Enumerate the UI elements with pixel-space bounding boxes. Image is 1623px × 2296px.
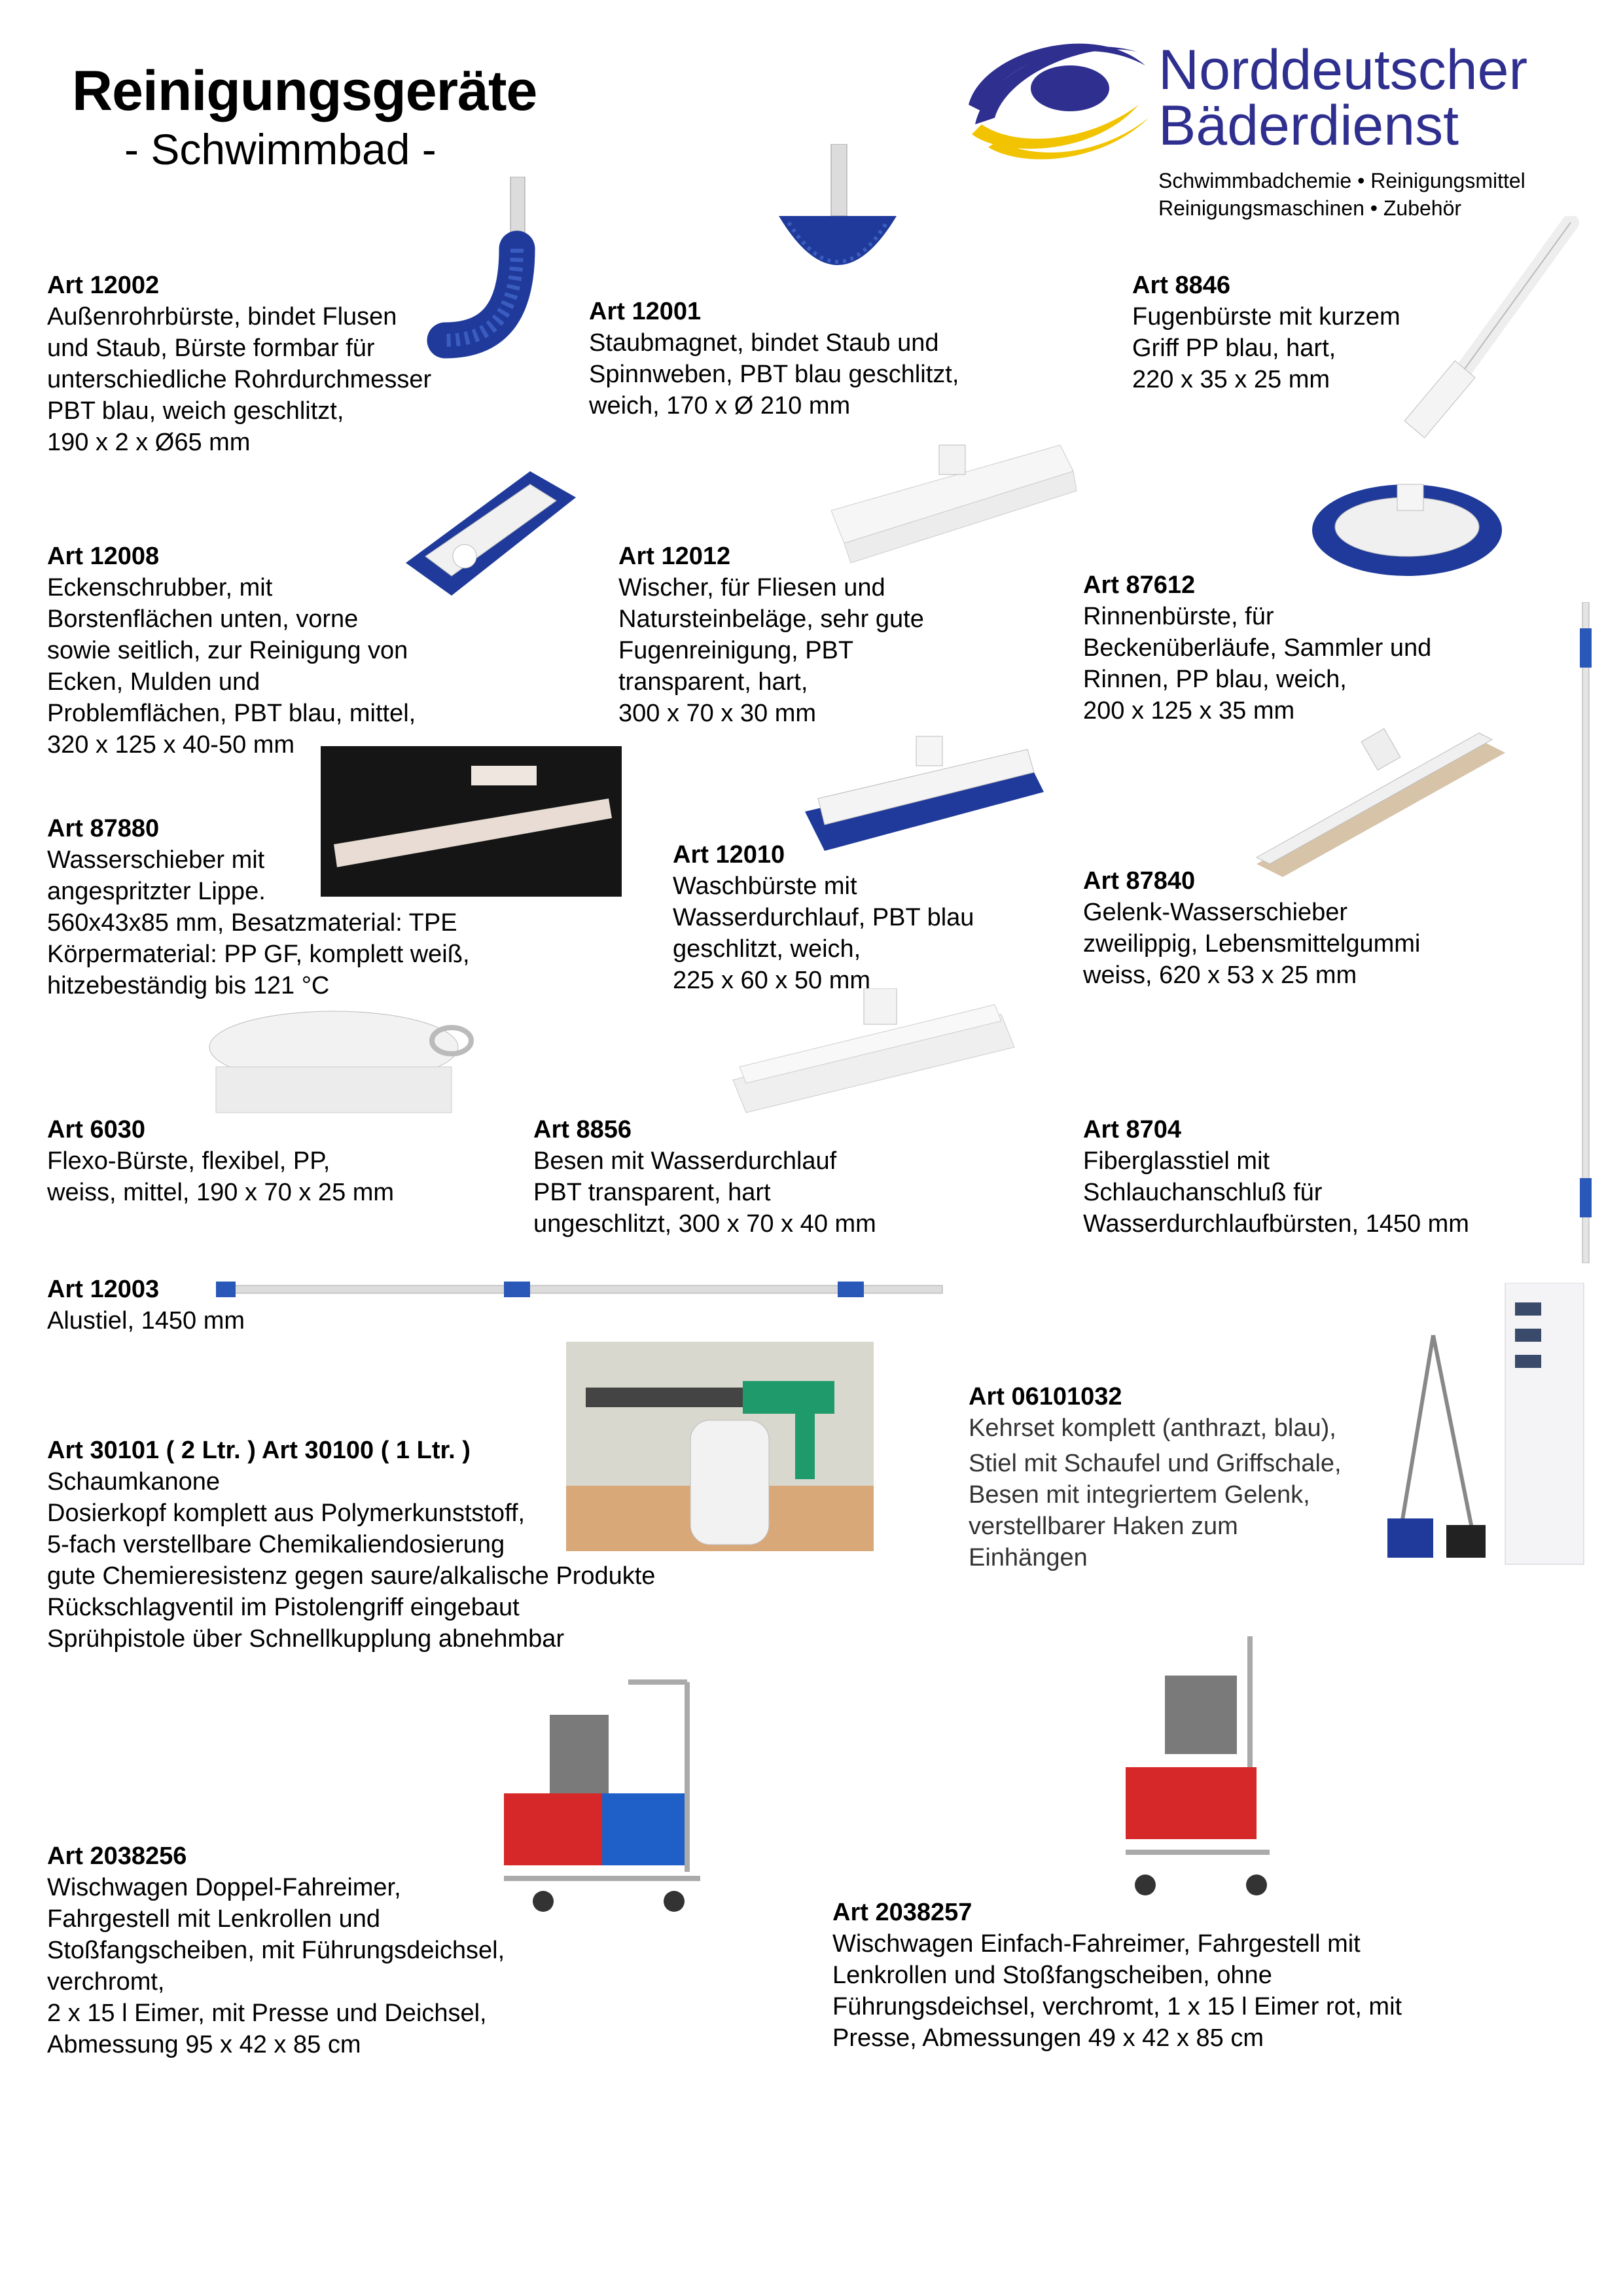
desc-line: Problemflächen, PBT blau, mittel,	[47, 700, 416, 727]
art-number: Art 12010	[673, 841, 785, 869]
aluminium-pole-image	[216, 1276, 949, 1302]
fiberglass-pole-image	[1571, 602, 1603, 1263]
desc-line: Fugenreinigung, PBT	[618, 637, 854, 664]
logo-line1: Norddeutscher	[1158, 39, 1528, 101]
product-87840	[1083, 865, 1420, 991]
desc-line: verstellbarer Haken zum	[969, 1513, 1238, 1540]
single-mop-trolley-image	[1113, 1623, 1296, 1918]
desc-line: Fugenbürste mit kurzem	[1132, 303, 1400, 331]
product-30101	[47, 1435, 655, 1655]
desc-line: Wischwagen Doppel-Fahreimer,	[47, 1874, 401, 1901]
desc-line: Abmessung 95 x 42 x 85 cm	[47, 2031, 361, 2058]
desc-line: Wasserdurchlaufbürsten, 1450 mm	[1083, 1210, 1469, 1238]
product-87612	[1083, 569, 1431, 726]
art-number: Art 8856	[533, 1116, 632, 1143]
desc-line: Waschbürste mit	[673, 872, 857, 900]
product-12010	[673, 839, 974, 996]
desc-line: ungeschlitzt, 300 x 70 x 40 mm	[533, 1210, 876, 1238]
art-number: Art 8846	[1132, 272, 1230, 299]
art-number: Art 06101032	[969, 1383, 1122, 1410]
desc-line: 200 x 125 x 35 mm	[1083, 697, 1295, 725]
art-number: Art 2038256	[47, 1842, 187, 1870]
dust-magnet-image	[772, 144, 903, 314]
art-number: Art 87612	[1083, 571, 1196, 599]
desc-line: Griff PP blau, hart,	[1132, 334, 1336, 362]
desc-line: zweilippig, Lebensmittelgummi	[1083, 930, 1421, 958]
desc-line: Wischwagen Einfach-Fahreimer, Fahrgestell mit	[832, 1930, 1361, 1958]
page-subtitle: - Schwimmbad -	[124, 125, 437, 173]
page-title: Reinigungsgeräte	[72, 60, 537, 122]
swoosh-logo-icon	[962, 26, 1152, 170]
desc-line: 560x43x85 mm, Besatzmaterial: TPE	[47, 909, 457, 937]
product-8856	[533, 1114, 876, 1240]
desc-line: Gelenk-Wasserschieber	[1083, 899, 1348, 926]
flexo-brush-image	[203, 1001, 478, 1119]
product-12003	[47, 1274, 245, 1336]
art-number: Art 12002	[47, 272, 160, 299]
broom-water-flow-image	[726, 988, 1021, 1119]
desc-line: Fiberglasstiel mit	[1083, 1147, 1270, 1175]
desc-line: 225 x 60 x 50 mm	[673, 967, 871, 994]
desc-line: Staubmagnet, bindet Staub und	[589, 329, 939, 357]
desc-line: und Staub, Bürste formbar für	[47, 334, 375, 362]
product-2038257	[832, 1897, 1402, 2054]
product-8846	[1132, 270, 1400, 395]
desc-line: Rinnenbürste, für	[1083, 603, 1274, 630]
desc-line: unterschiedliche Rohrdurchmesser	[47, 366, 432, 393]
desc-line: Wasserdurchlauf, PBT blau	[673, 904, 974, 931]
logo-tagline1: Schwimmbadchemie • Reinigungsmittel	[1158, 169, 1525, 192]
desc-line: Dosierkopf komplett aus Polymerkunststoff,	[47, 1499, 526, 1527]
desc-line: gute Chemieresistenz gegen saure/alkalische Produkte	[47, 1562, 656, 1590]
desc-line: Stoßfangscheiben, mit Führungsdeichsel,	[47, 1937, 505, 1964]
desc-line: 190 x 2 x Ø65 mm	[47, 429, 251, 456]
desc-line: 320 x 125 x 40-50 mm	[47, 731, 295, 759]
desc-line: Kehrset komplett (anthrazt, blau),	[969, 1414, 1336, 1442]
desc-line: Besen mit integriertem Gelenk,	[969, 1481, 1310, 1509]
desc-line: Eckenschrubber, mit	[47, 574, 273, 601]
desc-line: Ecken, Mulden und	[47, 668, 260, 696]
desc-line: Wischer, für Fliesen und	[618, 574, 885, 601]
desc-line: hitzebeständig bis 121 °C	[47, 972, 330, 999]
product-12008	[47, 541, 416, 761]
desc-line: angespritzter Lippe.	[47, 878, 266, 905]
desc-line: Führungsdeichsel, verchromt, 1 x 15 l Eimer rot, mit	[832, 1993, 1402, 2020]
art-number: Art 12008	[47, 543, 160, 570]
desc-line: Besen mit Wasserdurchlauf	[533, 1147, 837, 1175]
desc-line: Wasserschieber mit	[47, 846, 265, 874]
product-12002	[47, 270, 431, 458]
art-number: Art 2038257	[832, 1899, 972, 1926]
art-number: Art 30101 ( 2 Ltr. ) Art 30100 ( 1 Ltr. )	[47, 1437, 471, 1464]
double-mop-trolley-image	[497, 1676, 720, 1924]
desc-line: Körpermaterial: PP GF, komplett weiß,	[47, 941, 470, 968]
art-number: Art 6030	[47, 1116, 145, 1143]
desc-line: weich, 170 x Ø 210 mm	[589, 392, 851, 420]
art-number: Art 12003	[47, 1276, 160, 1303]
desc-line: Natursteinbeläge, sehr gute	[618, 605, 924, 633]
desc-line: Schaumkanone	[47, 1468, 221, 1496]
desc-line: 300 x 70 x 30 mm	[618, 700, 817, 727]
desc-line: Alustiel, 1450 mm	[47, 1307, 245, 1335]
desc-line: Rückschlagventil im Pistolengriff eingebaut	[47, 1594, 520, 1621]
joint-brush-image	[1381, 216, 1590, 452]
product-12001	[589, 296, 959, 422]
product-87880	[47, 813, 470, 1001]
art-number: Art 87840	[1083, 867, 1196, 895]
desc-line: Rinnen, PP blau, weich,	[1083, 666, 1347, 693]
product-12012	[618, 541, 924, 729]
art-number: Art 12012	[618, 543, 731, 570]
product-8704	[1083, 1114, 1469, 1240]
product-6030	[47, 1114, 394, 1208]
art-number: Art 8704	[1083, 1116, 1181, 1143]
desc-line: Spinnweben, PBT blau geschlitzt,	[589, 361, 959, 388]
product-06101032	[969, 1381, 1342, 1573]
desc-line: 220 x 35 x 25 mm	[1132, 366, 1330, 393]
outer-pipe-brush-image	[419, 177, 556, 386]
desc-line: Flexo-Bürste, flexibel, PP,	[47, 1147, 330, 1175]
desc-line: Presse, Abmessungen 49 x 42 x 85 cm	[832, 2024, 1264, 2052]
logo-tagline2: Reinigungsmaschinen • Zubehör	[1158, 196, 1462, 220]
desc-line: 2 x 15 l Eimer, mit Presse und Deichsel,	[47, 2000, 487, 2027]
desc-line: verchromt,	[47, 1968, 165, 1996]
desc-line: Beckenüberläufe, Sammler und	[1083, 634, 1432, 662]
desc-line: geschlitzt, weich,	[673, 935, 861, 963]
desc-line: PBT transparent, hart	[533, 1179, 771, 1206]
art-number: Art 12001	[589, 298, 702, 325]
desc-line: sowie seitlich, zur Reinigung von	[47, 637, 408, 664]
desc-line: Schlauchanschluß für	[1083, 1179, 1323, 1206]
desc-line: PBT blau, weich geschlitzt,	[47, 397, 344, 425]
desc-line: Außenrohrbürste, bindet Flusen	[47, 303, 397, 331]
company-logo	[962, 26, 1564, 229]
desc-line: Borstenflächen unten, vorne	[47, 605, 359, 633]
desc-line: transparent, hart,	[618, 668, 808, 696]
desc-line: Sprühpistole über Schnellkupplung abnehmbar	[47, 1625, 565, 1653]
sweeping-set-image	[1374, 1283, 1590, 1584]
logo-line2: Bäderdienst	[1158, 94, 1459, 157]
product-2038256	[47, 1840, 505, 2060]
desc-line: weiss, mittel, 190 x 70 x 25 mm	[47, 1179, 395, 1206]
desc-line: weiss, 620 x 53 x 25 mm	[1083, 961, 1357, 989]
desc-line: Einhängen	[969, 1544, 1088, 1571]
desc-line: Fahrgestell mit Lenkrollen und	[47, 1905, 381, 1933]
art-number: Art 87880	[47, 815, 160, 842]
joint-squeegee-image	[1243, 700, 1518, 877]
desc-line: 5-fach verstellbare Chemikaliendosierung	[47, 1531, 505, 1558]
desc-line: Stiel mit Schaufel und Griffschale,	[969, 1450, 1342, 1477]
desc-line: Lenkrollen und Stoßfangscheiben, ohne	[832, 1962, 1272, 1989]
